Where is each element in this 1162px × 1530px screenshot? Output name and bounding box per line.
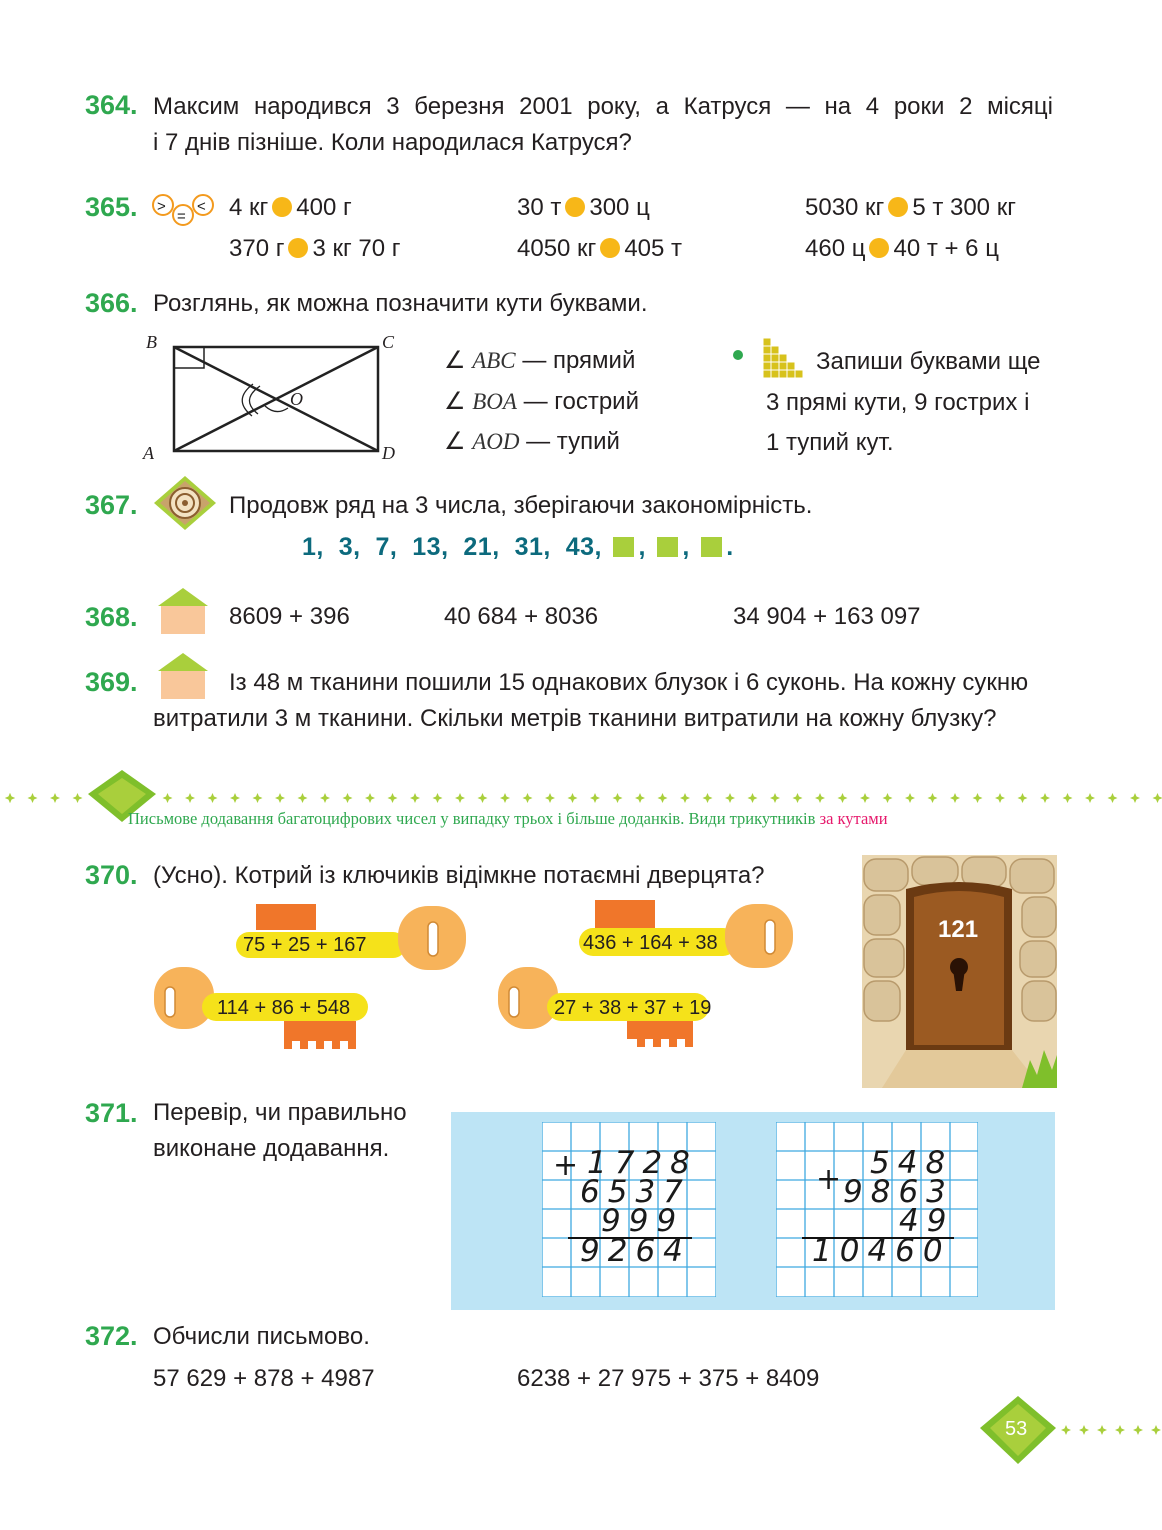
plus-sign-2: + <box>816 1162 850 1197</box>
divider-star <box>1040 793 1050 803</box>
calc2-row-2: 9863 <box>843 1174 954 1210</box>
calc1-row-2: 6537 <box>580 1174 691 1210</box>
divider-star <box>388 793 398 803</box>
divider-star <box>838 793 848 803</box>
page-number: 53 <box>1005 1418 1028 1440</box>
rectangle-diagram <box>140 330 410 465</box>
ex372-expr-1: 57 629 + 878 + 4987 <box>153 1365 375 1392</box>
vertex-label-a: A <box>143 443 154 463</box>
divider-star <box>635 793 645 803</box>
compare-circle[interactable] <box>272 197 292 217</box>
compare-item-5: 4050 кг 405 т <box>517 235 683 262</box>
divider-star <box>950 793 960 803</box>
divider-star <box>455 793 465 803</box>
vertex-label-o: O <box>290 389 303 409</box>
divider-star <box>545 793 555 803</box>
divider-star <box>1018 793 1028 803</box>
answer-box[interactable] <box>613 537 634 557</box>
ex372-expr-2: 6238 + 27 975 + 375 + 8409 <box>517 1365 820 1392</box>
divider-star <box>185 793 195 803</box>
divider-star <box>725 793 735 803</box>
divider-star <box>28 793 38 803</box>
ex372-text: Обчисли письмово. <box>153 1323 370 1350</box>
ex366-text: Розглянь, як можна позначити кути буквами. <box>153 290 648 317</box>
divider-star <box>703 793 713 803</box>
exercise-number-369: 369. <box>85 667 138 697</box>
angle-boa: ∠ BOA — гострий <box>444 388 639 415</box>
svg-text:>: > <box>157 198 166 215</box>
divider-star <box>815 793 825 803</box>
divider-star <box>298 793 308 803</box>
ex371-line1: Перевір, чи правильно <box>153 1099 407 1126</box>
vertex-label-b: B <box>146 332 157 352</box>
ex370-text: (Усно). Котрий із ключиків відімкне потаємні дверцята? <box>153 862 765 889</box>
page-star <box>1097 1425 1107 1435</box>
calc1-result: 9264 <box>580 1233 691 1269</box>
divider-star <box>1085 793 1095 803</box>
divider-star <box>50 793 60 803</box>
divider-star <box>590 793 600 803</box>
compare-item-4: 370 г 3 кг 70 г <box>229 235 401 262</box>
angle-icon: ∠ <box>444 347 466 374</box>
divider-star <box>1130 793 1140 803</box>
page-star <box>1133 1425 1143 1435</box>
compare-item-1: 4 кг 400 г <box>229 194 352 221</box>
divider-star <box>410 793 420 803</box>
page-star <box>1061 1425 1071 1435</box>
exercise-number-368: 368. <box>85 602 138 632</box>
divider-star <box>928 793 938 803</box>
ex369-line1: Із 48 м тканини пошили 15 однакових блузок і 6 суконь. На кожну сукню <box>229 669 1029 696</box>
compare-item-6: 460 ц 40 т + 6 ц <box>805 235 999 262</box>
divider-star <box>568 793 578 803</box>
maze-diamond-icon <box>152 474 218 532</box>
divider-star <box>500 793 510 803</box>
key-4-label: 27 + 38 + 37 + 19 <box>554 997 712 1019</box>
divider-star <box>793 793 803 803</box>
divider-star <box>253 793 263 803</box>
ex364-line2: і 7 днів пізніше. Коли народилася Катруся? <box>153 129 632 156</box>
compare-circle[interactable] <box>565 197 585 217</box>
divider-star <box>973 793 983 803</box>
svg-text:=: = <box>177 208 186 225</box>
divider-star <box>343 793 353 803</box>
exercise-number-370: 370. <box>85 860 138 890</box>
ex368-expr-3: 34 904 + 163 097 <box>733 603 921 630</box>
key-1-label: 75 + 25 + 167 <box>243 934 367 956</box>
exercise-number-371: 371. <box>85 1098 138 1128</box>
calc2-row-1: 548 <box>870 1145 954 1181</box>
divider-star <box>365 793 375 803</box>
ex366-task-line1: Запиши буквами ще <box>816 348 1041 375</box>
ex364-line1: Максим народився 3 березня 2001 року, а Катруся — на 4 роки 2 місяці <box>153 93 1053 120</box>
calc1-row-1: 1728 <box>587 1145 698 1181</box>
divider-star <box>748 793 758 803</box>
calc2-result: 10460 <box>812 1233 951 1269</box>
angle-aod: ∠ AOD — тупий <box>444 428 620 455</box>
divider-star <box>1108 793 1118 803</box>
divider-star <box>230 793 240 803</box>
staircase-blocks-icon <box>763 338 811 378</box>
divider-star <box>523 793 533 803</box>
section-title: Письмове додавання багатоцифрових чисел у випадку трьох і більше доданків. Види трикутників за кутами <box>128 809 888 828</box>
divider-star <box>163 793 173 803</box>
divider-star <box>770 793 780 803</box>
vertex-label-c: C <box>382 332 395 352</box>
exercise-number-367: 367. <box>85 490 138 520</box>
divider-star <box>860 793 870 803</box>
exercise-number-366: 366. <box>85 288 138 318</box>
exercise-number-372: 372. <box>85 1321 138 1351</box>
divider-star <box>320 793 330 803</box>
plus-sign-1: + <box>553 1148 587 1183</box>
ex368-expr-1: 8609 + 396 <box>229 603 350 630</box>
exercise-number-365: 365. <box>85 192 138 222</box>
svg-text:<: < <box>197 198 206 215</box>
angle-icon: ∠ <box>444 428 466 455</box>
angle-icon: ∠ <box>444 388 466 415</box>
ex366-task-line3: 1 тупий кут. <box>766 429 894 456</box>
compare-item-3: 5030 кг 5 т 300 кг <box>805 194 1016 221</box>
divider-star <box>680 793 690 803</box>
key-2-label: 114 + 86 + 548 <box>217 997 351 1019</box>
divider-star <box>883 793 893 803</box>
divider-star <box>1063 793 1073 803</box>
page-star <box>1115 1425 1125 1435</box>
house-icon <box>156 586 210 636</box>
ex366-task-line2: 3 прямі кути, 9 гострих і <box>766 389 1030 416</box>
compare-circle[interactable] <box>600 238 620 258</box>
divider-star <box>478 793 488 803</box>
house-icon <box>156 651 210 701</box>
compare-circle[interactable] <box>288 238 308 258</box>
door-number: 121 <box>938 916 979 943</box>
ex369-line2: витратили 3 м тканини. Скільки метрів тканини витратили на кожну блузку? <box>153 705 997 732</box>
calc1-row-3: 999 <box>601 1203 685 1239</box>
divider-star <box>658 793 668 803</box>
divider-star <box>613 793 623 803</box>
answer-box[interactable] <box>701 537 722 557</box>
divider-star <box>905 793 915 803</box>
divider-star <box>433 793 443 803</box>
answer-box[interactable] <box>657 537 678 557</box>
angle-abc: ∠ ABC — прямий <box>444 347 636 374</box>
ex367-text: Продовж ряд на 3 числа, зберігаючи закономірність. <box>229 492 813 519</box>
divider-star <box>208 793 218 803</box>
exercise-number-364: 364. <box>85 90 138 120</box>
ex371-line2: виконане додавання. <box>153 1135 390 1162</box>
compare-circle[interactable] <box>869 238 889 258</box>
divider-star <box>5 793 15 803</box>
divider-star <box>1153 793 1162 803</box>
stone-door-illustration <box>862 855 1057 1088</box>
vertex-label-d: D <box>382 443 395 463</box>
compare-circle[interactable] <box>888 197 908 217</box>
page-star <box>1151 1425 1161 1435</box>
page-star <box>1079 1425 1089 1435</box>
ex368-expr-2: 40 684 + 8036 <box>444 603 599 630</box>
compare-signs-icon <box>152 193 214 229</box>
number-sequence: 1, 3, 7, 13, 21, 31, 43, , , . <box>302 533 734 561</box>
bullet-icon <box>733 350 743 360</box>
divider-star <box>995 793 1005 803</box>
calc2-row-3: 49 <box>899 1203 955 1239</box>
compare-item-2: 30 т 300 ц <box>517 194 650 221</box>
divider-star <box>73 793 83 803</box>
divider-star <box>275 793 285 803</box>
key-3-label: 436 + 164 + 38 <box>583 932 718 954</box>
